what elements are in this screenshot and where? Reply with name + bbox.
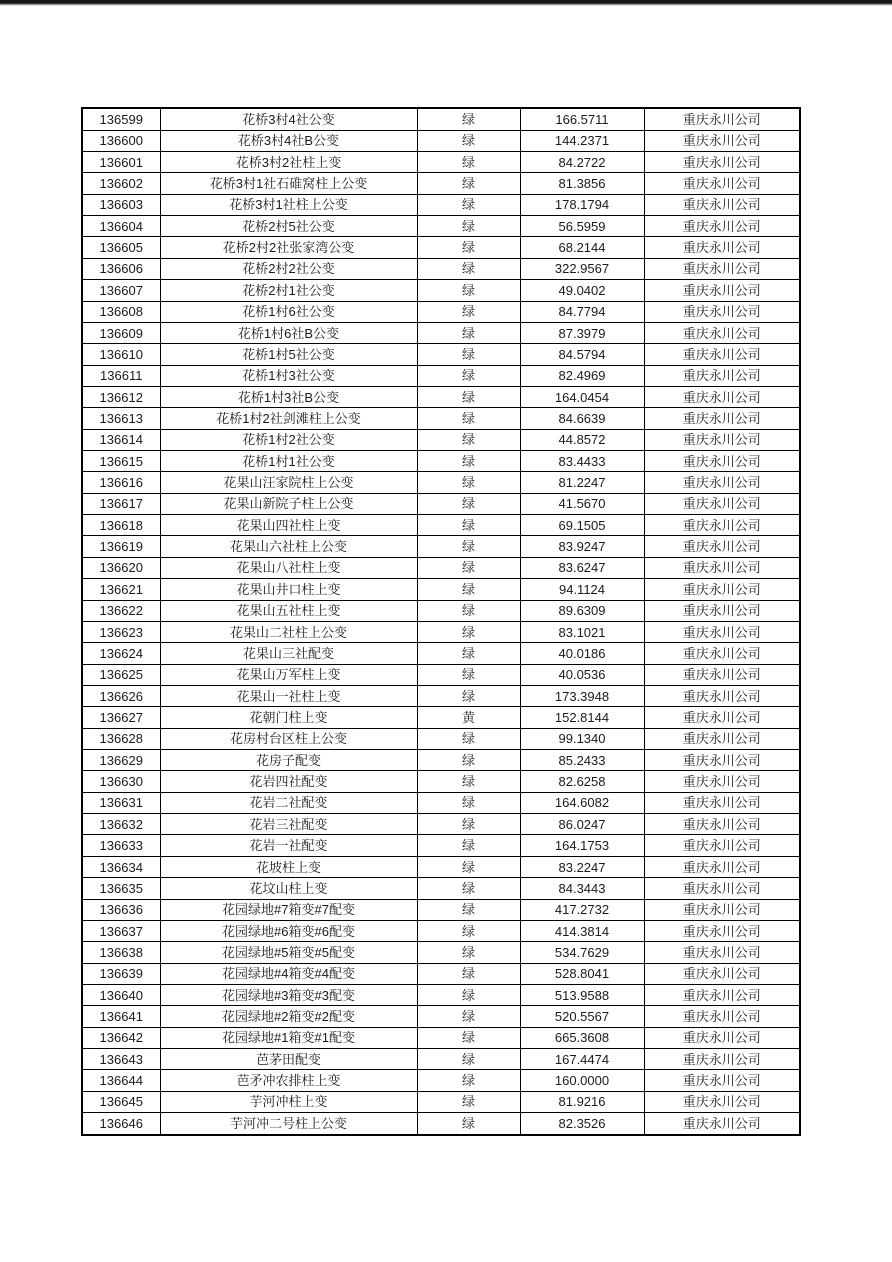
cell-value: 167.4474 [520, 1049, 644, 1070]
cell-status: 绿 [417, 173, 520, 194]
cell-company: 重庆永川公司 [644, 920, 800, 941]
cell-value: 86.0247 [520, 814, 644, 835]
cell-company: 重庆永川公司 [644, 963, 800, 984]
cell-value: 528.8041 [520, 963, 644, 984]
cell-name: 芋河冲二号柱上公变 [160, 1113, 417, 1135]
cell-value: 81.2247 [520, 472, 644, 493]
cell-value: 82.6258 [520, 771, 644, 792]
table-row [82, 151, 800, 172]
cell-status: 绿 [417, 814, 520, 835]
cell-company: 重庆永川公司 [644, 493, 800, 514]
cell-value: 49.0402 [520, 280, 644, 301]
cell-name: 花园绿地#7箱变#7配变 [160, 899, 417, 920]
cell-value: 83.4433 [520, 451, 644, 472]
table-row [82, 685, 800, 706]
cell-id: 136606 [82, 258, 160, 279]
table-row [82, 600, 800, 621]
cell-status: 绿 [417, 771, 520, 792]
cell-status: 绿 [417, 750, 520, 771]
cell-company: 重庆永川公司 [644, 515, 800, 536]
cell-company: 重庆永川公司 [644, 322, 800, 343]
cell-company: 重庆永川公司 [644, 985, 800, 1006]
cell-company: 重庆永川公司 [644, 792, 800, 813]
cell-id: 136639 [82, 963, 160, 984]
cell-status: 绿 [417, 1070, 520, 1091]
cell-value: 166.5711 [520, 108, 644, 130]
cell-id: 136608 [82, 301, 160, 322]
cell-company: 重庆永川公司 [644, 216, 800, 237]
cell-status: 绿 [417, 130, 520, 151]
cell-value: 152.8144 [520, 707, 644, 728]
cell-name: 花园绿地#6箱变#6配变 [160, 920, 417, 941]
cell-value: 94.1124 [520, 579, 644, 600]
cell-status: 绿 [417, 621, 520, 642]
cell-name: 芭矛冲农排柱上变 [160, 1070, 417, 1091]
table-row [82, 750, 800, 771]
cell-id: 136627 [82, 707, 160, 728]
table-row [82, 429, 800, 450]
cell-company: 重庆永川公司 [644, 408, 800, 429]
cell-value: 82.4969 [520, 365, 644, 386]
cell-status: 绿 [417, 258, 520, 279]
cell-name: 花桥1村3社公变 [160, 365, 417, 386]
table-row [82, 985, 800, 1006]
table-row [82, 130, 800, 151]
cell-company: 重庆永川公司 [644, 707, 800, 728]
cell-name: 花园绿地#5箱变#5配变 [160, 942, 417, 963]
cell-value: 665.3608 [520, 1027, 644, 1048]
cell-value: 83.2247 [520, 856, 644, 877]
cell-value: 81.3856 [520, 173, 644, 194]
cell-value: 81.9216 [520, 1091, 644, 1112]
table-row [82, 621, 800, 642]
cell-name: 芭茅田配变 [160, 1049, 417, 1070]
cell-company: 重庆永川公司 [644, 814, 800, 835]
cell-id: 136628 [82, 728, 160, 749]
cell-value: 520.5567 [520, 1006, 644, 1027]
cell-id: 136621 [82, 579, 160, 600]
cell-status: 绿 [417, 792, 520, 813]
cell-value: 83.6247 [520, 557, 644, 578]
cell-status: 绿 [417, 515, 520, 536]
cell-status: 绿 [417, 151, 520, 172]
cell-name: 花朝门柱上变 [160, 707, 417, 728]
cell-company: 重庆永川公司 [644, 1113, 800, 1135]
table-row [82, 1049, 800, 1070]
cell-company: 重庆永川公司 [644, 1070, 800, 1091]
cell-value: 417.2732 [520, 899, 644, 920]
cell-name: 花果山一社柱上变 [160, 685, 417, 706]
cell-id: 136603 [82, 194, 160, 215]
cell-id: 136618 [82, 515, 160, 536]
cell-status: 绿 [417, 216, 520, 237]
cell-id: 136645 [82, 1091, 160, 1112]
cell-value: 84.2722 [520, 151, 644, 172]
cell-name: 花坡柱上变 [160, 856, 417, 877]
cell-status: 绿 [417, 835, 520, 856]
cell-company: 重庆永川公司 [644, 621, 800, 642]
cell-status: 绿 [417, 1113, 520, 1135]
cell-value: 85.2433 [520, 750, 644, 771]
cell-id: 136636 [82, 899, 160, 920]
cell-status: 绿 [417, 536, 520, 557]
cell-value: 83.9247 [520, 536, 644, 557]
cell-company: 重庆永川公司 [644, 451, 800, 472]
table-row [82, 899, 800, 920]
cell-name: 芋河冲柱上变 [160, 1091, 417, 1112]
cell-id: 136632 [82, 814, 160, 835]
cell-id: 136611 [82, 365, 160, 386]
cell-company: 重庆永川公司 [644, 194, 800, 215]
cell-id: 136630 [82, 771, 160, 792]
table-row [82, 194, 800, 215]
table-row [82, 1027, 800, 1048]
cell-company: 重庆永川公司 [644, 557, 800, 578]
table-row [82, 108, 800, 130]
table-row [82, 942, 800, 963]
table-row [82, 771, 800, 792]
cell-status: 绿 [417, 643, 520, 664]
table-row [82, 280, 800, 301]
cell-name: 花园绿地#1箱变#1配变 [160, 1027, 417, 1048]
cell-name: 花桥2村2社张家湾公变 [160, 237, 417, 258]
cell-id: 136605 [82, 237, 160, 258]
cell-value: 40.0536 [520, 664, 644, 685]
cell-value: 144.2371 [520, 130, 644, 151]
cell-value: 82.3526 [520, 1113, 644, 1135]
cell-name: 花岩一社配变 [160, 835, 417, 856]
cell-id: 136617 [82, 493, 160, 514]
table-row [82, 408, 800, 429]
table-row [82, 1091, 800, 1112]
cell-company: 重庆永川公司 [644, 1091, 800, 1112]
cell-id: 136624 [82, 643, 160, 664]
cell-company: 重庆永川公司 [644, 856, 800, 877]
cell-id: 136644 [82, 1070, 160, 1091]
cell-status: 绿 [417, 451, 520, 472]
cell-value: 40.0186 [520, 643, 644, 664]
cell-status: 绿 [417, 344, 520, 365]
cell-name: 花桥3村1社柱上公变 [160, 194, 417, 215]
cell-value: 89.6309 [520, 600, 644, 621]
table-row [82, 173, 800, 194]
cell-status: 绿 [417, 899, 520, 920]
cell-id: 136599 [82, 108, 160, 130]
cell-name: 花岩四社配变 [160, 771, 417, 792]
table-row [82, 557, 800, 578]
cell-value: 164.6082 [520, 792, 644, 813]
table-row [82, 1070, 800, 1091]
cell-company: 重庆永川公司 [644, 878, 800, 899]
cell-id: 136638 [82, 942, 160, 963]
cell-status: 绿 [417, 920, 520, 941]
cell-company: 重庆永川公司 [644, 835, 800, 856]
cell-value: 87.3979 [520, 322, 644, 343]
top-edge-shadow [0, 0, 892, 6]
cell-company: 重庆永川公司 [644, 600, 800, 621]
cell-name: 花桥2村5社公变 [160, 216, 417, 237]
cell-id: 136626 [82, 685, 160, 706]
cell-name: 花桥3村1社石碓窝柱上公变 [160, 173, 417, 194]
cell-status: 绿 [417, 108, 520, 130]
cell-id: 136643 [82, 1049, 160, 1070]
cell-id: 136604 [82, 216, 160, 237]
cell-status: 绿 [417, 963, 520, 984]
cell-company: 重庆永川公司 [644, 301, 800, 322]
cell-name: 花果山八社柱上变 [160, 557, 417, 578]
table-row [82, 707, 800, 728]
cell-company: 重庆永川公司 [644, 942, 800, 963]
cell-value: 513.9588 [520, 985, 644, 1006]
table-row [82, 835, 800, 856]
cell-name: 花桥1村5社公变 [160, 344, 417, 365]
cell-name: 花岩三社配变 [160, 814, 417, 835]
cell-company: 重庆永川公司 [644, 472, 800, 493]
cell-status: 绿 [417, 194, 520, 215]
cell-status: 绿 [417, 685, 520, 706]
cell-company: 重庆永川公司 [644, 258, 800, 279]
cell-name: 花房子配变 [160, 750, 417, 771]
table-row [82, 515, 800, 536]
cell-value: 322.9567 [520, 258, 644, 279]
cell-id: 136609 [82, 322, 160, 343]
cell-name: 花果山四社柱上变 [160, 515, 417, 536]
cell-company: 重庆永川公司 [644, 643, 800, 664]
cell-id: 136607 [82, 280, 160, 301]
table-row [82, 878, 800, 899]
cell-company: 重庆永川公司 [644, 365, 800, 386]
table-body [82, 108, 800, 1135]
cell-id: 136610 [82, 344, 160, 365]
table-row [82, 344, 800, 365]
cell-status: 绿 [417, 728, 520, 749]
cell-value: 164.1753 [520, 835, 644, 856]
cell-status: 绿 [417, 579, 520, 600]
cell-status: 绿 [417, 386, 520, 407]
cell-name: 花岩二社配变 [160, 792, 417, 813]
cell-company: 重庆永川公司 [644, 151, 800, 172]
cell-value: 41.5670 [520, 493, 644, 514]
table-row [82, 493, 800, 514]
cell-company: 重庆永川公司 [644, 130, 800, 151]
cell-name: 花桥2村1社公变 [160, 280, 417, 301]
cell-company: 重庆永川公司 [644, 108, 800, 130]
table-row [82, 237, 800, 258]
table-row [82, 579, 800, 600]
cell-name: 花坟山柱上变 [160, 878, 417, 899]
cell-status: 绿 [417, 408, 520, 429]
table-row [82, 386, 800, 407]
cell-id: 136637 [82, 920, 160, 941]
cell-value: 173.3948 [520, 685, 644, 706]
cell-name: 花果山二社柱上公变 [160, 621, 417, 642]
cell-name: 花果山新院子柱上公变 [160, 493, 417, 514]
cell-name: 花果山五社柱上变 [160, 600, 417, 621]
table-row [82, 301, 800, 322]
cell-value: 414.3814 [520, 920, 644, 941]
cell-id: 136646 [82, 1113, 160, 1135]
table-row [82, 792, 800, 813]
cell-value: 68.2144 [520, 237, 644, 258]
cell-value: 99.1340 [520, 728, 644, 749]
cell-status: 绿 [417, 301, 520, 322]
cell-id: 136601 [82, 151, 160, 172]
cell-company: 重庆永川公司 [644, 685, 800, 706]
cell-status: 绿 [417, 664, 520, 685]
cell-status: 绿 [417, 1027, 520, 1048]
cell-company: 重庆永川公司 [644, 386, 800, 407]
cell-id: 136620 [82, 557, 160, 578]
cell-value: 84.5794 [520, 344, 644, 365]
cell-status: 绿 [417, 429, 520, 450]
cell-id: 136619 [82, 536, 160, 557]
cell-status: 绿 [417, 985, 520, 1006]
table-row [82, 365, 800, 386]
cell-id: 136616 [82, 472, 160, 493]
cell-company: 重庆永川公司 [644, 728, 800, 749]
cell-id: 136622 [82, 600, 160, 621]
cell-company: 重庆永川公司 [644, 664, 800, 685]
cell-value: 164.0454 [520, 386, 644, 407]
cell-company: 重庆永川公司 [644, 344, 800, 365]
cell-value: 178.1794 [520, 194, 644, 215]
cell-name: 花果山汪家院柱上公变 [160, 472, 417, 493]
cell-id: 136633 [82, 835, 160, 856]
cell-value: 56.5959 [520, 216, 644, 237]
cell-name: 花园绿地#3箱变#3配变 [160, 985, 417, 1006]
cell-name: 花桥3村4社B公变 [160, 130, 417, 151]
cell-status: 绿 [417, 472, 520, 493]
table-row [82, 451, 800, 472]
table-row [82, 963, 800, 984]
cell-name: 花桥1村2社公变 [160, 429, 417, 450]
cell-name: 花果山万军柱上变 [160, 664, 417, 685]
cell-id: 136614 [82, 429, 160, 450]
cell-name: 花桥3村2社柱上变 [160, 151, 417, 172]
cell-company: 重庆永川公司 [644, 280, 800, 301]
table-row [82, 1006, 800, 1027]
cell-status: 绿 [417, 600, 520, 621]
cell-id: 136642 [82, 1027, 160, 1048]
cell-status: 绿 [417, 1091, 520, 1112]
cell-name: 花园绿地#2箱变#2配变 [160, 1006, 417, 1027]
cell-status: 绿 [417, 237, 520, 258]
cell-status: 绿 [417, 942, 520, 963]
cell-status: 绿 [417, 878, 520, 899]
cell-name: 花桥1村3社B公变 [160, 386, 417, 407]
cell-id: 136631 [82, 792, 160, 813]
cell-status: 绿 [417, 365, 520, 386]
cell-id: 136640 [82, 985, 160, 1006]
cell-name: 花桥1村6社公变 [160, 301, 417, 322]
table-row [82, 643, 800, 664]
cell-id: 136613 [82, 408, 160, 429]
cell-name: 花桥1村1社公变 [160, 451, 417, 472]
cell-id: 136600 [82, 130, 160, 151]
cell-company: 重庆永川公司 [644, 579, 800, 600]
cell-value: 84.6639 [520, 408, 644, 429]
cell-name: 花果山井口柱上变 [160, 579, 417, 600]
table-row [82, 322, 800, 343]
cell-status: 绿 [417, 280, 520, 301]
table-row [82, 1113, 800, 1135]
cell-name: 花桥2村2社公变 [160, 258, 417, 279]
cell-id: 136615 [82, 451, 160, 472]
cell-status: 绿 [417, 322, 520, 343]
cell-value: 69.1505 [520, 515, 644, 536]
cell-id: 136635 [82, 878, 160, 899]
table-row [82, 258, 800, 279]
cell-name: 花果山三社配变 [160, 643, 417, 664]
table-row [82, 920, 800, 941]
cell-company: 重庆永川公司 [644, 1027, 800, 1048]
cell-name: 花桥1村6社B公变 [160, 322, 417, 343]
cell-id: 136634 [82, 856, 160, 877]
cell-status: 绿 [417, 1006, 520, 1027]
cell-company: 重庆永川公司 [644, 429, 800, 450]
cell-status: 绿 [417, 1049, 520, 1070]
cell-status: 黄 [417, 707, 520, 728]
cell-company: 重庆永川公司 [644, 1006, 800, 1027]
cell-id: 136641 [82, 1006, 160, 1027]
cell-company: 重庆永川公司 [644, 173, 800, 194]
cell-company: 重庆永川公司 [644, 536, 800, 557]
cell-id: 136625 [82, 664, 160, 685]
cell-id: 136629 [82, 750, 160, 771]
cell-company: 重庆永川公司 [644, 1049, 800, 1070]
cell-status: 绿 [417, 856, 520, 877]
table-row [82, 216, 800, 237]
cell-company: 重庆永川公司 [644, 899, 800, 920]
cell-value: 84.7794 [520, 301, 644, 322]
cell-company: 重庆永川公司 [644, 237, 800, 258]
cell-value: 44.8572 [520, 429, 644, 450]
table-row [82, 814, 800, 835]
cell-id: 136623 [82, 621, 160, 642]
table-row [82, 536, 800, 557]
table-row [82, 664, 800, 685]
cell-id: 136602 [82, 173, 160, 194]
cell-company: 重庆永川公司 [644, 750, 800, 771]
table-row [82, 728, 800, 749]
cell-name: 花房村台区柱上公变 [160, 728, 417, 749]
cell-name: 花桥1村2社剑滩柱上公变 [160, 408, 417, 429]
cell-value: 83.1021 [520, 621, 644, 642]
cell-name: 花桥3村4社公变 [160, 108, 417, 130]
cell-value: 84.3443 [520, 878, 644, 899]
cell-status: 绿 [417, 493, 520, 514]
cell-id: 136612 [82, 386, 160, 407]
cell-name: 花果山六社柱上公变 [160, 536, 417, 557]
table-row [82, 472, 800, 493]
cell-value: 534.7629 [520, 942, 644, 963]
table-row [82, 856, 800, 877]
cell-status: 绿 [417, 557, 520, 578]
cell-company: 重庆永川公司 [644, 771, 800, 792]
transformer-table [81, 107, 801, 1136]
cell-name: 花园绿地#4箱变#4配变 [160, 963, 417, 984]
cell-value: 160.0000 [520, 1070, 644, 1091]
